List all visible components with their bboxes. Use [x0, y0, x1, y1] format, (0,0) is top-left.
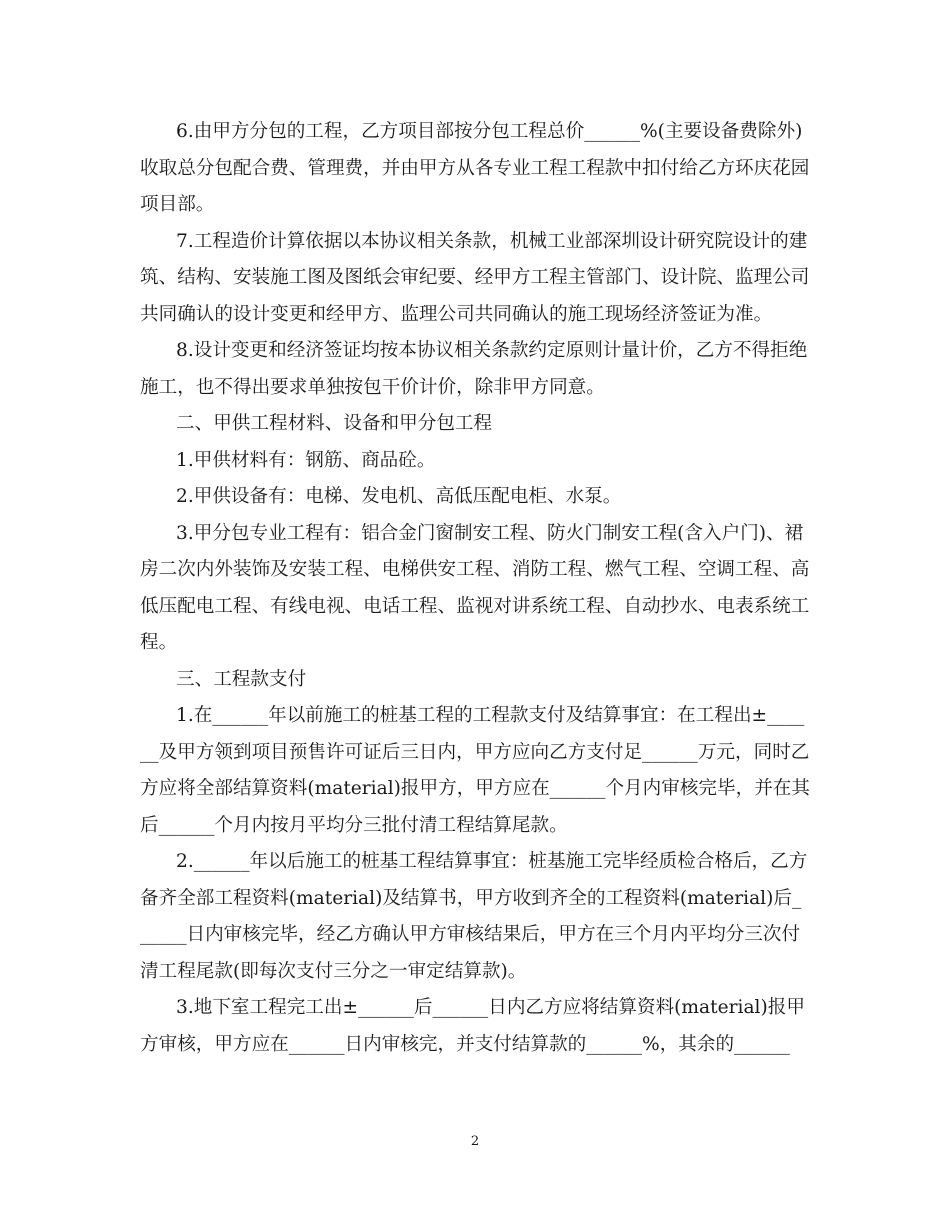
paragraph-clause-6: 6.由甲方分包的工程，乙方项目部按分包工程总价______%(主要设备费除外)收取总分包配合费、管理费，并由甲方从各专业工程工程款中扣付给乙方环庆花园项目部。 [140, 121, 810, 215]
paragraph-clause-8: 8.设计变更和经济签证均按本协议相关条款约定原则计量计价，乙方不得拒绝施工，也不得出要求单独按包干价计价，除非甲方同意。 [140, 340, 808, 398]
paragraph-item-1: 1.甲供材料有：钢筋、商品砼。 [176, 449, 436, 471]
document-body [140, 114, 810, 1063]
section-heading-3: 三、工程款支付 [176, 668, 307, 690]
section-heading-2: 二、甲供工程材料、设备和甲分包工程 [176, 413, 493, 434]
paragraph-item-3: 3.甲分包专业工程有：铝合金门窗制安工程、防火门制安工程(含入户门)、裙房二次内外装饰及安装工程、电梯供安工程、消防工程、燃气工程、空调工程、高低压配电工程、有线电视、电话工程、监视对讲系统工程、自动抄水、电表系统工程。 [140, 522, 810, 653]
paragraph-payment-2: 2.______年以后施工的桩基工程结算事宜：桩基施工完毕经质检合格后，乙方备齐全部工程资料(material)及结算书，甲方收到齐全的工程资料(material)后______日内审核完毕，经乙方确认甲方审核结果后，甲方在三个月内平均分三次付清工程尾款(即每次支付三分之一审定结算款)。 [140, 851, 808, 982]
paragraph-item-2: 2.甲供设备有：电梯、发电机、高低压配电柜、水泵。 [176, 486, 622, 507]
paragraph-payment-1: 1.在______年以前施工的桩基工程的工程款支付及结算事宜：在工程出±______及甲方领到项目预售许可证后三日内，甲方应向乙方支付足______万元，同时乙方应将全部结算资料(material)报甲方，甲方应在______个月内审核完毕，并在其后______个月内按月平均分三批付清工程结算尾款。 [140, 705, 810, 836]
page-number: 2 [470, 1134, 480, 1149]
paragraph-payment-3: 3.地下室工程完工出±______后______日内乙方应将结算资料(material)报甲方审核，甲方应在______日内审核完，并支付结算款的______%，其余的______ [140, 997, 805, 1055]
paragraph-clause-7: 7.工程造价计算依据以本协议相关条款，机械工业部深圳设计研究院设计的建筑、结构、安装施工图及图纸会审纪要、经甲方工程主管部门、设计院、监理公司共同确认的设计变更和经甲方、监理公司共同确认的施工现场经济签证为准。 [140, 230, 810, 325]
